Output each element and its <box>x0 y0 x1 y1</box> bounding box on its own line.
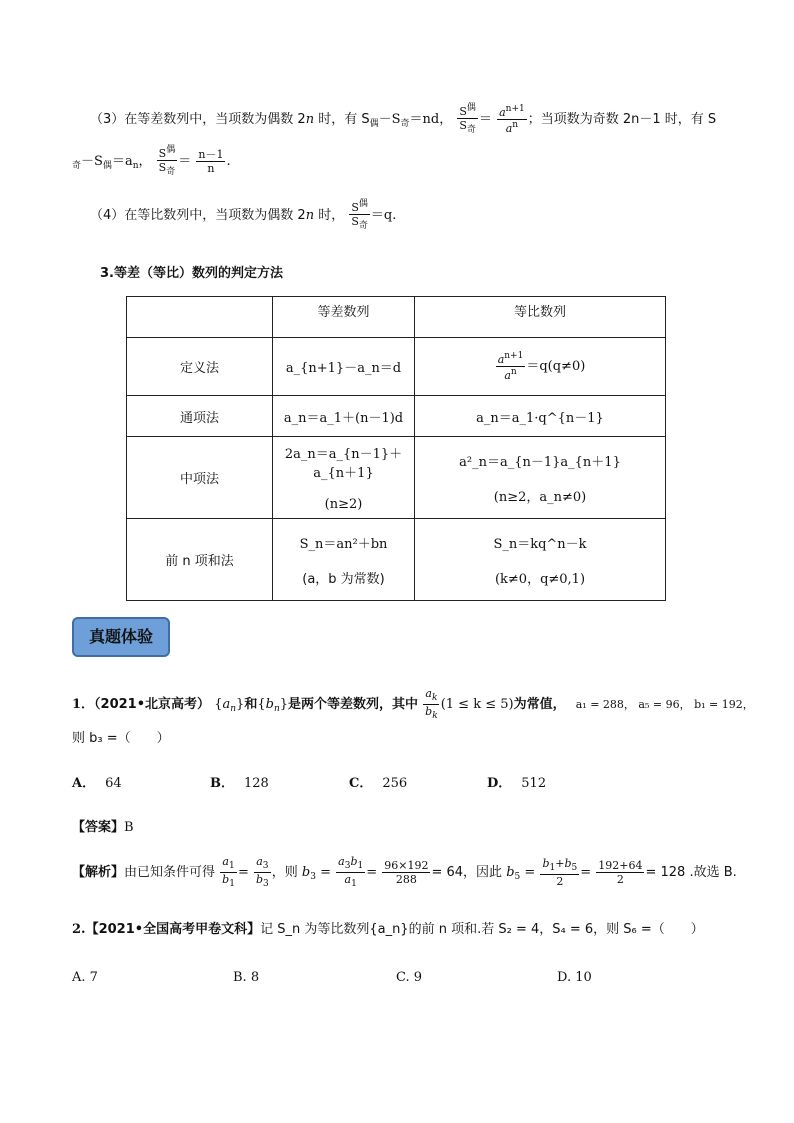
line3-even-sub: 偶 <box>369 119 379 129</box>
q1-option-d[interactable]: D． 512 <box>487 776 547 791</box>
line3b-an-sub: n <box>132 161 139 171</box>
fraction-sum: $\frac{192+64}{2}$ <box>598 859 643 886</box>
table-row <box>127 338 666 396</box>
method-general-term: 通项法 <box>127 396 273 437</box>
q1-seq-b: $\{b_n\}$ <box>257 697 289 714</box>
fraction-a3-b3: $\frac{a_3}{b_3}$ <box>255 855 269 889</box>
solution-line: 【解析】由已知条件可得 $\frac{a_1}{b_1}$ = $\frac{a_3}{b_3}$ ，则 $b_3$ = $\frac{a_3b_1}{a_1}$ = $\frac{96\times 192}{288}$ = 64，因此 $b_5$ = $\frac{b_1+b_5}{2}$ = $\frac{192+64}{2}$ = 128 .故选 B. <box>72 855 737 889</box>
q2-option-a[interactable]: A. 7 <box>72 970 98 985</box>
line3-row2: $_奇-S_偶=a_n$， $\frac{S^偶}{S_奇}$ ＝ $\frac{n-1}{n}$ . <box>72 145 231 177</box>
q2-option-d[interactable]: D. 10 <box>557 970 592 985</box>
judgement-methods-table <box>126 296 666 601</box>
table-header-arith: 等差数列 <box>273 297 415 338</box>
section-badge: 真题体验 <box>72 617 170 657</box>
q2-option-c[interactable]: C. 9 <box>396 970 423 985</box>
q1-text2: 为常值， <box>513 697 566 712</box>
line4: （4）在等比数列中，当项数为偶数 2n 时， $\frac{S^偶}{S_奇}$ ＝q. <box>90 199 397 231</box>
line3b-odd-sub: 奇 <box>72 161 82 171</box>
q1-values: a₁ = 288， a₅ = 96， b₁ = 192， <box>575 698 754 711</box>
line3b-comma: ， <box>138 154 152 169</box>
line3b-eq-an: ＝a <box>111 154 133 169</box>
table-row <box>127 396 666 437</box>
line3b-end: . <box>226 154 231 169</box>
line3b-minus: －S <box>81 154 103 169</box>
table-row <box>127 519 666 601</box>
fraction-calc: $\frac{96\times 192}{288}$ <box>384 859 429 886</box>
question-1-stem: 1．（2021•北京高考） $\{a_n\}$和$\{b_n\}$是两个等差数列，其中 $\frac{a_k}{b_k}$ (1 ≤ k ≤ 5)为常值， a₁ = 288， a₅ = 96， b₁ = 192， <box>72 687 754 721</box>
q1-source: （2021•北京高考） <box>94 697 211 712</box>
line4-mid: 时， <box>314 208 345 223</box>
fraction-s-even-over-s-odd-3: $\frac{S^偶}{S_奇}$ <box>351 199 368 231</box>
q1-seq-a: $\{a_n\}$ <box>214 697 245 714</box>
arith-definition: a_{n+1}－a_n＝d <box>273 338 415 396</box>
answer-value: B <box>124 820 134 835</box>
line3-n: n <box>305 112 315 127</box>
fraction-s-even-over-s-odd: $\frac{S^偶}{S_奇}$ <box>459 103 476 135</box>
arith-partial-sum: S_n＝an²＋bn (a，b 为常数) <box>273 519 415 601</box>
q2-option-b[interactable]: B. 8 <box>233 970 260 985</box>
line3-row1 <box>90 104 716 135</box>
table-header-empty <box>127 297 273 338</box>
fraction-a1-b1: $\frac{a_1}{b_1}$ <box>222 855 235 889</box>
question-2-stem <box>72 918 704 937</box>
q1-number: 1． <box>72 697 95 712</box>
fraction-s-even-over-s-odd-2: $\frac{S^偶}{S_奇}$ <box>158 145 176 177</box>
method-middle-term: 中项法 <box>127 437 273 519</box>
method-definition: 定义法 <box>127 338 273 396</box>
arith-middle-term: 2a_n＝a_{n－1}＋a_{n＋1} (n≥2) <box>273 437 415 519</box>
table-header-geo: 等比数列 <box>415 297 666 338</box>
q1-ask: 则 b₃ =（ ） <box>72 731 170 746</box>
line3-tail: ；当项数为奇数 2n－1 时，有 S <box>527 112 717 127</box>
geo-partial-sum: S_n＝kq^n－k (k≠0，q≠0,1) <box>415 519 666 601</box>
fraction-ak-over-bk: $\frac{a_k}{b_k}$ <box>425 687 438 721</box>
geo-definition: $\frac{a^{n+1}}{a^n}$ ＝q(q≠0) <box>415 338 666 396</box>
q2-text: 记 S_n 为等比数列{a_n}的前 n 项和.若 S₂ = 4，S₄ = 6，则 S₆ =（ ） <box>260 922 704 937</box>
q1-text1: 是两个等差数列，其中 <box>288 697 419 712</box>
q1-cond: (1 ≤ k ≤ 5) <box>440 697 514 712</box>
answer-line <box>72 816 134 835</box>
line3-label: （3）在等差数列中，当项数为偶数 2 <box>90 112 306 127</box>
line3-odd-sub: 奇 <box>400 119 410 129</box>
q2-number: 2. <box>72 922 86 937</box>
arith-general-term: a_n＝a_1＋(n－1)d <box>273 396 415 437</box>
table-header-row <box>127 297 666 338</box>
line3-mid1: 时，有 S <box>314 112 370 127</box>
table-row <box>127 437 666 519</box>
line4-label: （4）在等比数列中，当项数为偶数 2 <box>90 208 306 223</box>
fraction-a3b1-a1: $\frac{a_3b_1}{a_1}$ <box>338 855 364 889</box>
line3-eq: ＝ <box>478 112 492 127</box>
method-partial-sum: 前 n 项和法 <box>127 519 273 601</box>
line3-eq-nd: ＝nd， <box>409 112 453 127</box>
q1-option-c[interactable]: C． 256 <box>349 776 408 791</box>
line3-minus: －S <box>378 112 401 127</box>
geo-general-term: a_n＝a_1·q^{n－1} <box>415 396 666 437</box>
fraction-b1-b5: $\frac{b_1+b_5}{2}$ <box>542 857 578 888</box>
fraction-n-minus-1-over-n: $\frac{n-1}{n}$ <box>198 148 224 175</box>
line3b-even-sub: 偶 <box>102 161 112 171</box>
q1-option-b[interactable]: B． 128 <box>210 776 269 791</box>
q1-option-a[interactable]: A． 64 <box>72 776 122 791</box>
q2-source: 【2021•全国高考甲卷文科】 <box>85 922 261 937</box>
fraction-a-ratio: $\frac{a^{n+1}}{a^n}$ <box>499 104 525 135</box>
line4-eq-q: ＝q. <box>370 208 397 223</box>
solution-label: 【解析】 <box>72 865 125 880</box>
answer-label: 【答案】 <box>72 820 125 835</box>
geo-middle-term: a²_n＝a_{n－1}a_{n＋1} (n≥2，a_n≠0) <box>415 437 666 519</box>
section-heading: 3.等差（等比）数列的判定方法 <box>100 266 283 281</box>
